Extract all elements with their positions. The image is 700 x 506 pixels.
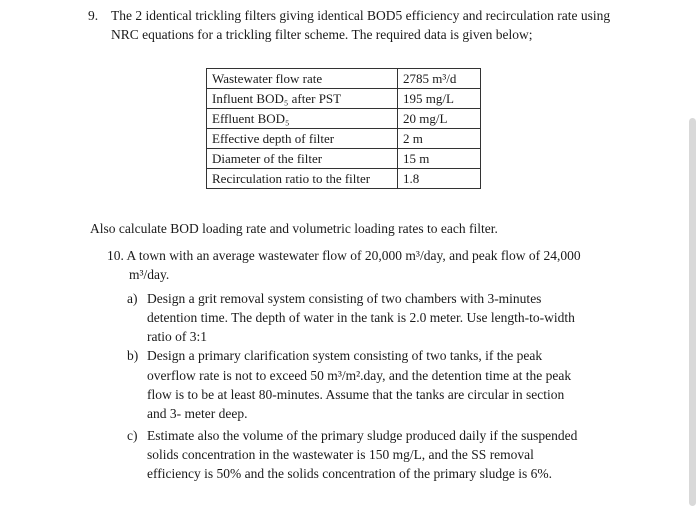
q10c-label: c) — [127, 428, 138, 443]
table-row — [207, 89, 481, 109]
table-cell-parameter: Effective depth of filter — [207, 129, 398, 149]
table-cell-value: 15 m — [398, 149, 481, 169]
q10c-line-2: solids concentration in the wastewater is 150 mg/L, and the SS removal — [147, 447, 534, 462]
q10c-line-1: Estimate also the volume of the primary sludge produced daily if the suspended — [147, 428, 578, 443]
q10b-line-4: and 3- meter deep. — [147, 406, 248, 421]
q10a-line-1: Design a grit removal system consisting of two chambers with 3-minutes — [147, 291, 542, 306]
table-row — [207, 149, 481, 169]
q9-also-text: Also calculate BOD loading rate and volumetric loading rates to each filter. — [90, 221, 498, 236]
table-cell-parameter: Wastewater flow rate — [207, 69, 398, 89]
q10b-label: b) — [127, 348, 139, 363]
q10c-line-3: efficiency is 50% and the solids concentration of the primary sludge is 6%. — [147, 466, 553, 481]
table-row — [207, 69, 481, 89]
vertical-scrollbar[interactable] — [689, 118, 696, 506]
table-row — [207, 129, 481, 149]
q9-number: 9. — [88, 8, 99, 23]
table-cell-value: 2 m — [398, 129, 481, 149]
q9-line-1: The 2 identical trickling filters giving identical BOD5 efficiency and recirculation rate using — [111, 8, 611, 23]
q10-line-1: 10. A town with an average wastewater flow of 20,000 m³/day, and peak flow of 24,000 — [107, 248, 581, 263]
table-cell-value: 2785 m³/d — [398, 69, 481, 89]
table-cell-parameter: Recirculation ratio to the filter — [207, 169, 398, 189]
table-cell-parameter: Influent BOD₅ after PST — [207, 89, 398, 109]
q10-line-2: m³/day. — [129, 267, 170, 282]
q9-line-2: NRC equations for a trickling filter scheme. The required data is given below; — [111, 27, 533, 42]
table-cell-value: 1.8 — [398, 169, 481, 189]
q10a-line-3: ratio of 3:1 — [147, 329, 207, 344]
table-cell-value: 20 mg/L — [398, 109, 481, 129]
q10b-line-3: flow is to be at least 80-minutes. Assume that the tanks are circular in section — [147, 387, 565, 402]
q10a-line-2: detention time. The depth of water in the tank is 2.0 meter. Use length-to-width — [147, 310, 575, 325]
table-cell-value: 195 mg/L — [398, 89, 481, 109]
q10a-label: a) — [127, 291, 138, 306]
q10b-line-1: Design a primary clarification system consisting of two tanks, if the peak — [147, 348, 543, 363]
table-cell-parameter: Diameter of the filter — [207, 149, 398, 169]
table-cell-parameter: Effluent BOD₅ — [207, 109, 398, 129]
table-row — [207, 109, 481, 129]
q10b-line-2: overflow rate is not to exceed 50 m³/m².day, and the detention time at the peak — [147, 368, 572, 383]
data-table — [206, 68, 481, 189]
table-row — [207, 169, 481, 189]
